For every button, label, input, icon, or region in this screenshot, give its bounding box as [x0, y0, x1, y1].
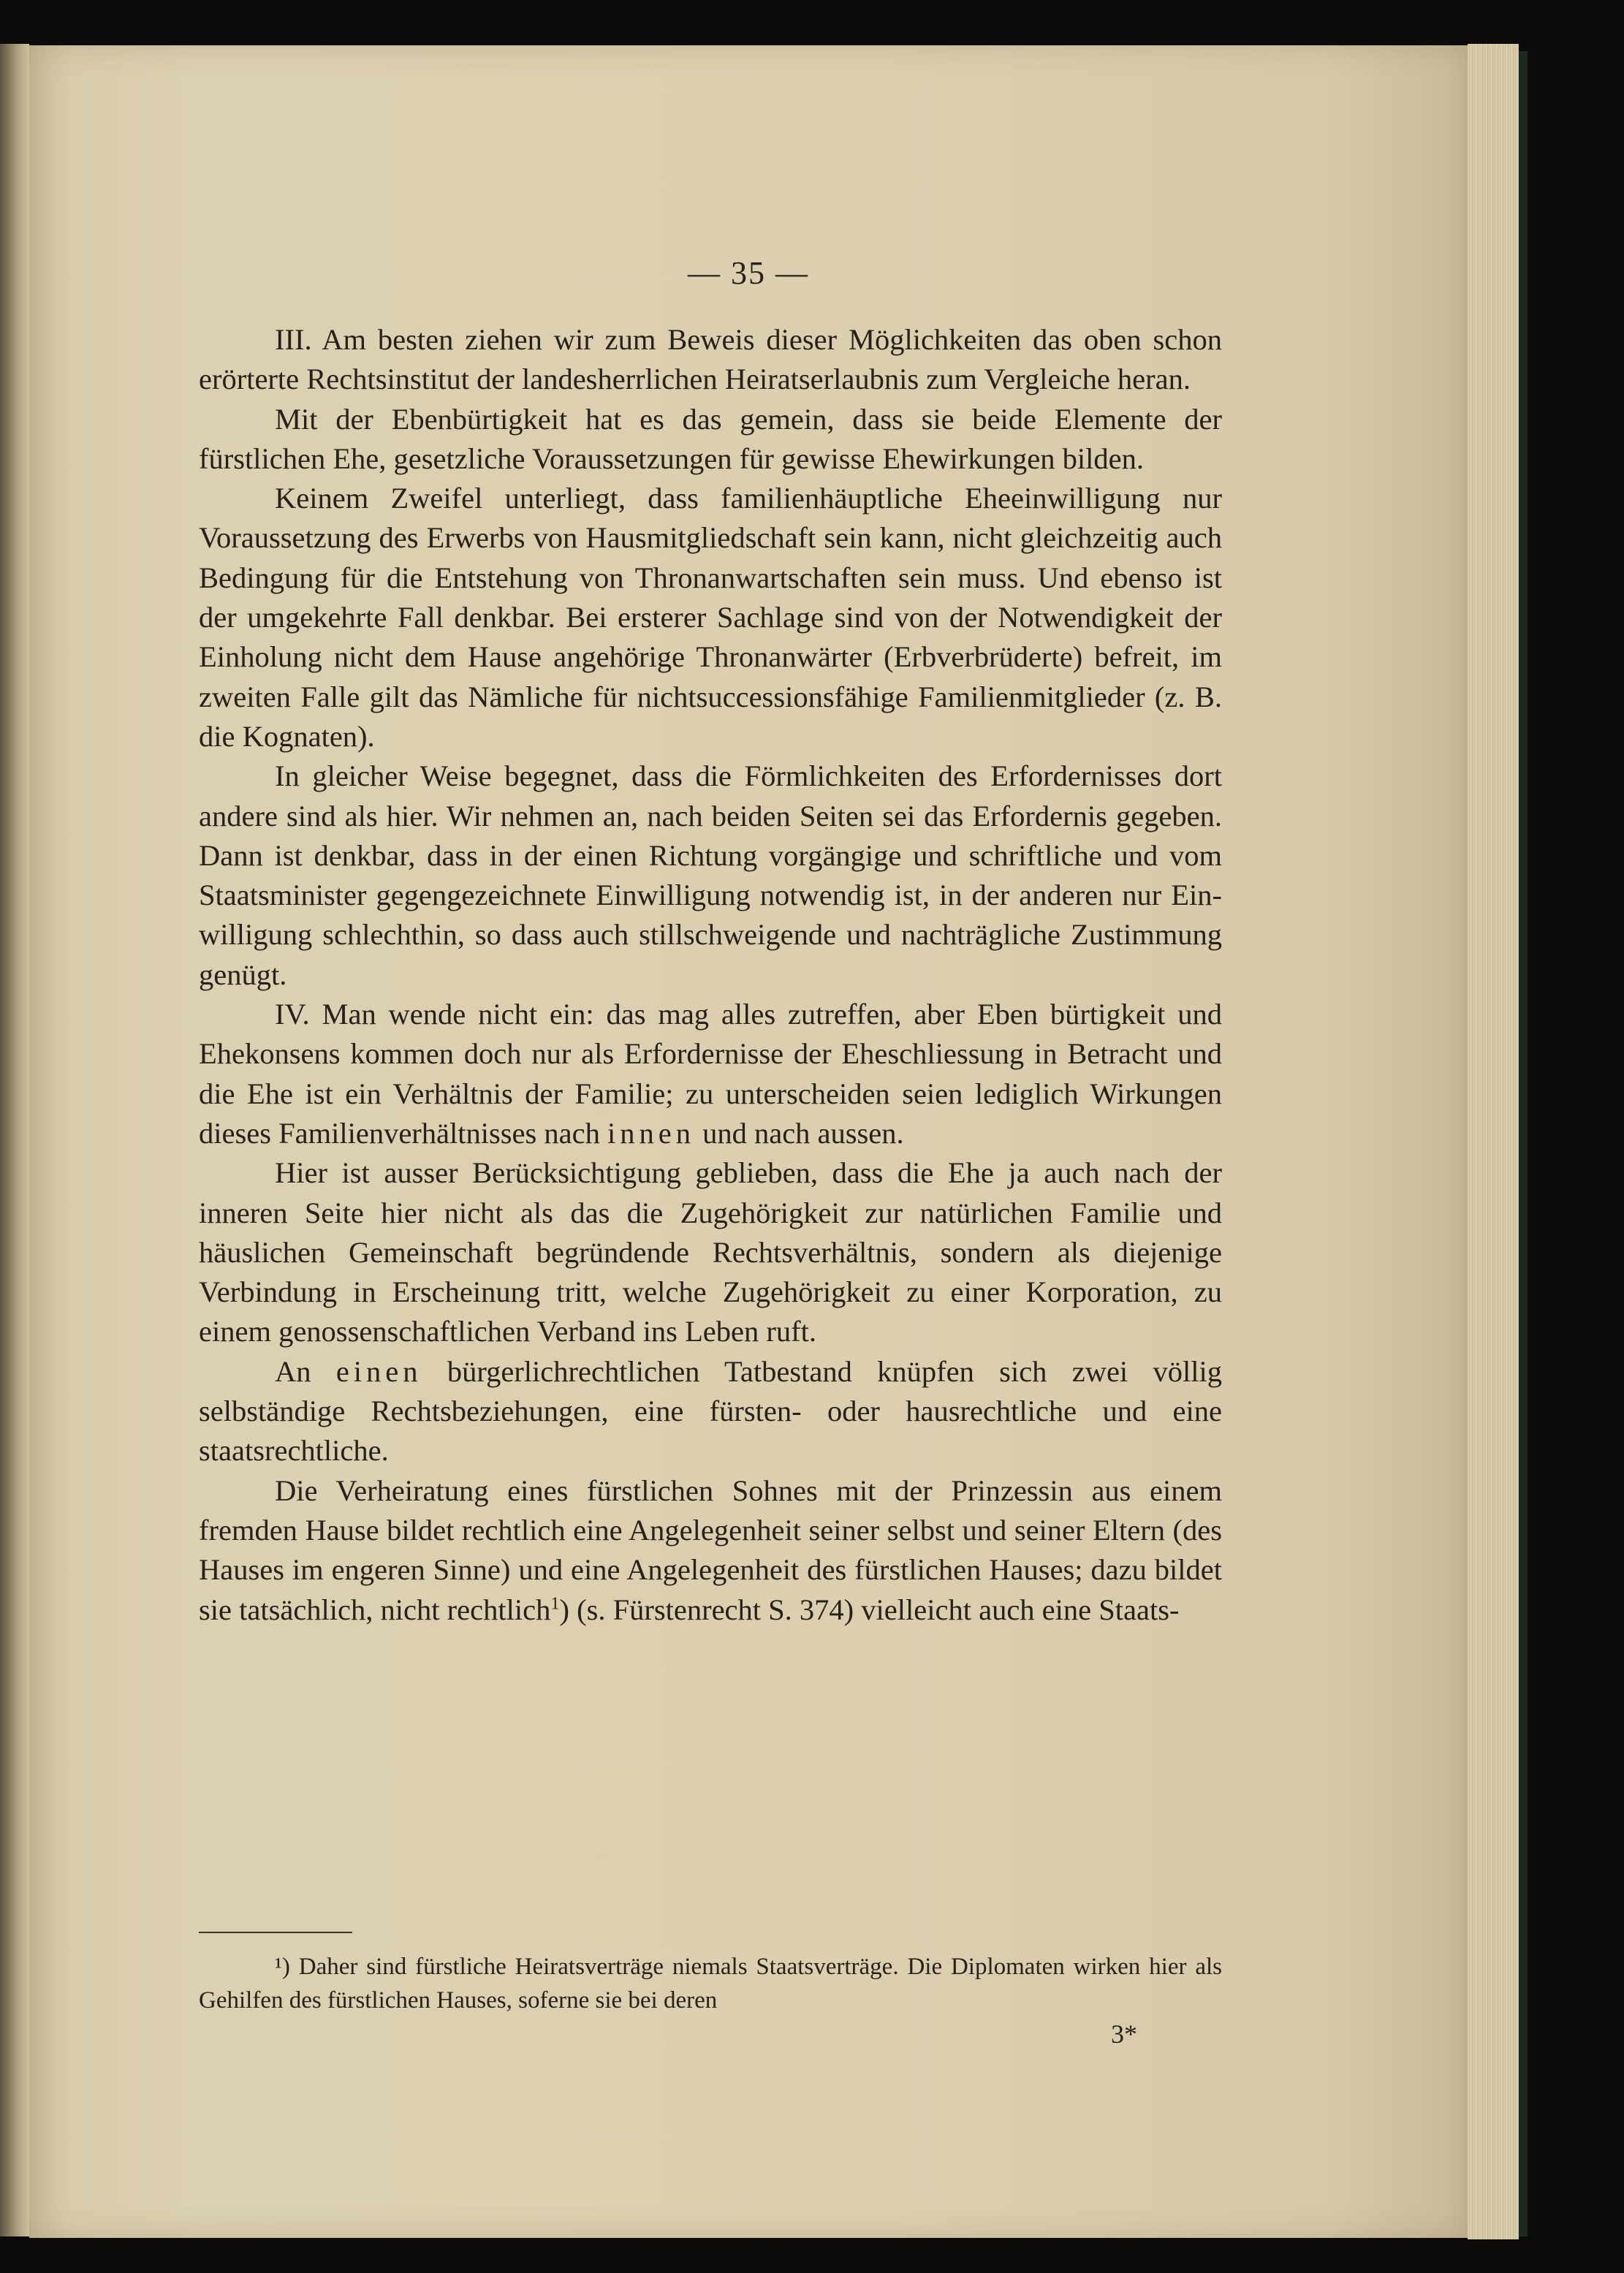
footnote-reference: 1 [550, 1593, 560, 1613]
footnote-text: Daher sind fürstliche Heiratsverträge niemals Staatsverträge. Die Diplomaten wirken hier als Gehilfen des fürstlichen Hauses, soferne sie bei deren [199, 1954, 1222, 2014]
paragraph-7-text: An [275, 1354, 336, 1388]
emphasized-word: einen [335, 1354, 422, 1388]
paragraph-4: In gleicher Weise begegnet, dass die Förmlichkeiten des Erfordernisses dort andere sind als hier. Wir nehmen an, nach beiden Seiten sei das Erfordernis gegeben. Dann ist denkbar, dass in der einen Richtung vorgängige und schriftliche und vom Staatsminister gegengezeichnete Einwilligung notwendig ist, in der anderen nur Einwilligung schlechthin, so dass auch stillschweigende und nachträgliche Zustimmung genügt. [199, 759, 1222, 991]
previous-page-edge [0, 44, 29, 2236]
footnote-marker: ¹) [275, 1954, 290, 1980]
emphasized-word: innen [607, 1116, 695, 1150]
paragraph-7-text-end: bürgerlichrechtlichen Tatbestand knüpfen sich zwei völlig selbständige Rechtsbeziehungen, eine fürsten- oder hausrechtliche und eine staatsrechtliche. [199, 1354, 1222, 1468]
paragraph-7 [199, 1352, 1222, 1471]
footnote [199, 1950, 1222, 2017]
paragraph-3: Keinem Zweifel unterliegt, dass familienhäuptliche Eheeinwilligung nur Voraussetzung des Erwerbs von Hausmitgliedschaft sein kann, nicht gleichzeitig auch Bedingung für die Entstehung von Thronanwartschaften sein muss. Und ebenso ist der umgekehrte Fall denkbar. Bei ersterer Sachlage sind von der Notwendigkeit der Einholung nicht dem Hause angehörige Thronanwärter (Erbverbrüderte) befreit, im zweiten Falle gilt das Nämliche für nichtsuccessionsfähige Familienmitglieder (z. B. die Kognaten). [199, 482, 1222, 753]
book-page [29, 45, 1468, 2238]
paragraph-5 [199, 995, 1222, 1153]
paragraph-1: III. Am besten ziehen wir zum Beweis dieser Möglichkeiten das oben schon erörterte Rechtsinstitut der landesherrlichen Heiratserlaubnis zum Vergleiche heran. [199, 323, 1222, 396]
signature-mark: 3* [1111, 2019, 1137, 2049]
paragraph-6: Hier ist ausser Berücksichtigung geblieben, dass die Ehe ja auch nach der inneren Seite hier nicht als das die Zugehörigkeit zur natürlichen Familie und häuslichen Gemeinschaft begründende Rechtsverhältnis, sondern als diejenige Verbindung in Erscheinung tritt, welche Zugehörigkeit zu einer Korporation, zu einem genossenschaftlichen Verband ins Leben ruft. [199, 1156, 1222, 1348]
book-cover-edge [1519, 51, 1528, 2236]
paragraph-8 [199, 1471, 1222, 1630]
paragraph-8-text: Die Verheiratung eines fürstlichen Sohnes mit der Prinzessin aus einem fremden Hause bildet rechtlich eine Angelegenheit seiner selbst und seiner Eltern (des Hauses im engeren Sinne) und eine Angelegenheit des fürstlichen Hauses; dazu bildet sie tatsächlich, nicht rechtlich [199, 1473, 1222, 1626]
page-number: — 35 — [688, 255, 809, 291]
footnote-paragraph [199, 1950, 1222, 2017]
paragraph-8-text-end: ) (s. Fürstenrecht S. 374) vielleicht auch eine Staats- [559, 1593, 1180, 1626]
body-text [199, 320, 1222, 1630]
footnote-divider [199, 1932, 352, 1933]
paragraph-5-text-end: und nach aussen. [694, 1116, 904, 1150]
page-stack-edge [1468, 44, 1519, 2239]
paragraph-2: Mit der Ebenbürtigkeit hat es das gemein, dass sie beide Elemente der fürstlichen Ehe, gesetzliche Voraussetzungen für gewisse Ehewirkungen bilden. [199, 402, 1222, 475]
paragraph-5-text: IV. Man wende nicht ein: das mag alles zutreffen, aber Eben bürtigkeit und Ehekonsens kommen doch nur als Erfordernisse der Eheschliessung in Betracht und die Ehe ist ein Verhältnis der Familie; zu unterscheiden seien lediglich Wirkungen dieses Familienverhältnisses nach [199, 998, 1222, 1150]
